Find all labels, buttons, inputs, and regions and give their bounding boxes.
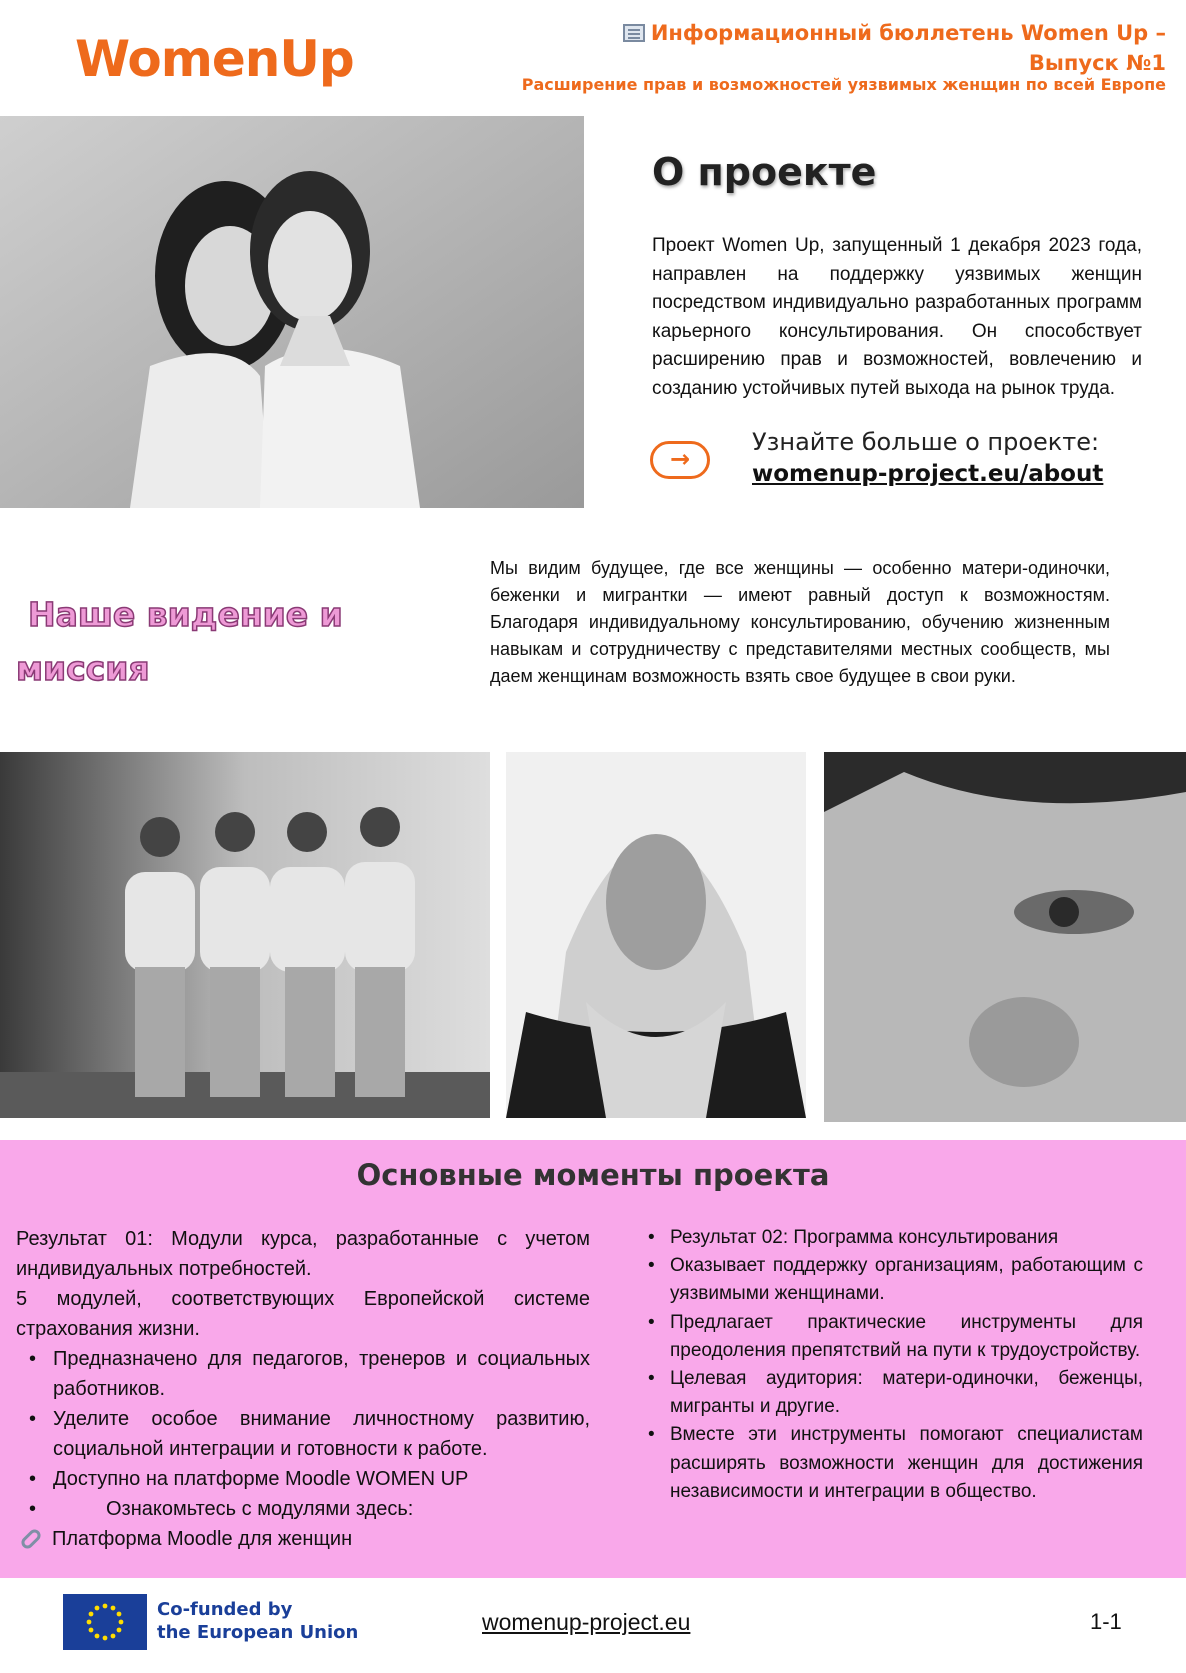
vision-heading-line1: Наше видение и — [28, 595, 343, 634]
vision-heading-line2: миссия — [16, 649, 150, 688]
arrow-right-icon[interactable]: → — [650, 441, 710, 479]
womenup-logo: WomenUp — [75, 30, 354, 88]
photo-woman-closeup — [824, 752, 1186, 1122]
moodle-link-row[interactable] — [16, 1524, 590, 1554]
list-item: • Доступно на платформе Moodle WOMEN UP — [16, 1464, 590, 1494]
vision-heading — [16, 588, 396, 696]
vision-text: Мы видим будущее, где все женщины — особенно матери-одиночки, беженки и мигрантки — имеют равный доступ к возможностям. Благодаря индивидуальному консультированию, обучению жизненным навыкам и сотрудничеству с представителями местных сообществ, мы даем женщинам возможность взять свое будущее в свои руки. — [490, 558, 1110, 686]
link-icon — [19, 1527, 43, 1551]
list-item: • Целевая аудитория: матери-одиночки, беженцы, мигранты и другие. — [648, 1365, 1143, 1421]
about-text: Проект Women Up, запущенный 1 декабря 2023 года, направлен на поддержку уязвимых женщин посредством индивидуально разработанных программ карьерного консультирования. Он способствует расширению прав и возможностей, вовлечению и созданию устойчивых путей выхода на рынок труда. — [652, 235, 1142, 399]
list-item — [16, 1494, 590, 1524]
list-item: • Предназначено для педагогов, тренеров и социальных работников. — [16, 1344, 590, 1404]
highlights-left-column — [16, 1224, 590, 1554]
moodle-platform-link[interactable]: Платформа Moodle для женщин — [52, 1528, 353, 1550]
page-number: 1-1 — [1090, 1609, 1122, 1634]
about-link[interactable]: womenup-project.eu/about — [752, 461, 1104, 487]
list-item: • Предлагает практические инструменты для преодоления препятствий на пути к трудоустройству. — [648, 1309, 1143, 1365]
eu-text-line2: the European Union — [157, 1622, 359, 1643]
hero-photo-two-women — [0, 116, 584, 508]
photo-four-women — [0, 752, 490, 1118]
list-item: • Результат 02: Программа консультирования — [648, 1224, 1143, 1252]
newsletter-title — [546, 18, 1166, 78]
highlights-right-column — [648, 1224, 1143, 1506]
newspaper-icon — [623, 24, 645, 42]
highlights-heading: Основные моменты проекта — [356, 1158, 830, 1192]
eu-flag-icon — [63, 1594, 147, 1650]
result-01-text: Результат 01: Модули курса, разработанные с учетом индивидуальных потребностей. — [16, 1228, 590, 1280]
eu-text-line1: Co-funded by — [157, 1599, 293, 1620]
about-heading: О проекте — [652, 150, 877, 194]
learn-more-label: Узнайте больше о проекте: — [752, 428, 1100, 456]
list-item: • Уделите особое внимание личностному развитию, социальной интеграции и готовности к работе. — [16, 1404, 590, 1464]
photo-woman-hijab — [506, 752, 806, 1118]
footer-website-link[interactable]: womenup-project.eu — [482, 1609, 691, 1635]
newsletter-title-text: Информационный бюллетень Women Up – Выпуск №1 — [650, 21, 1166, 75]
list-item-text: Ознакомьтесь с модулями здесь: — [106, 1498, 414, 1520]
list-item: • Оказывает поддержку организациям, работающим с уязвимыми женщинами. — [648, 1252, 1143, 1308]
list-item: • Вместе эти инструменты помогают специалистам расширять возможности женщин для достижения независимости и интеграции в общество. — [648, 1421, 1143, 1506]
newsletter-subtitle: Расширение прав и возможностей уязвимых женщин по всей Европе — [521, 75, 1166, 94]
eu-cofunded-text — [157, 1598, 358, 1644]
modules-text: 5 модулей, соответствующих Европейской системе страхования жизни. — [16, 1288, 590, 1340]
